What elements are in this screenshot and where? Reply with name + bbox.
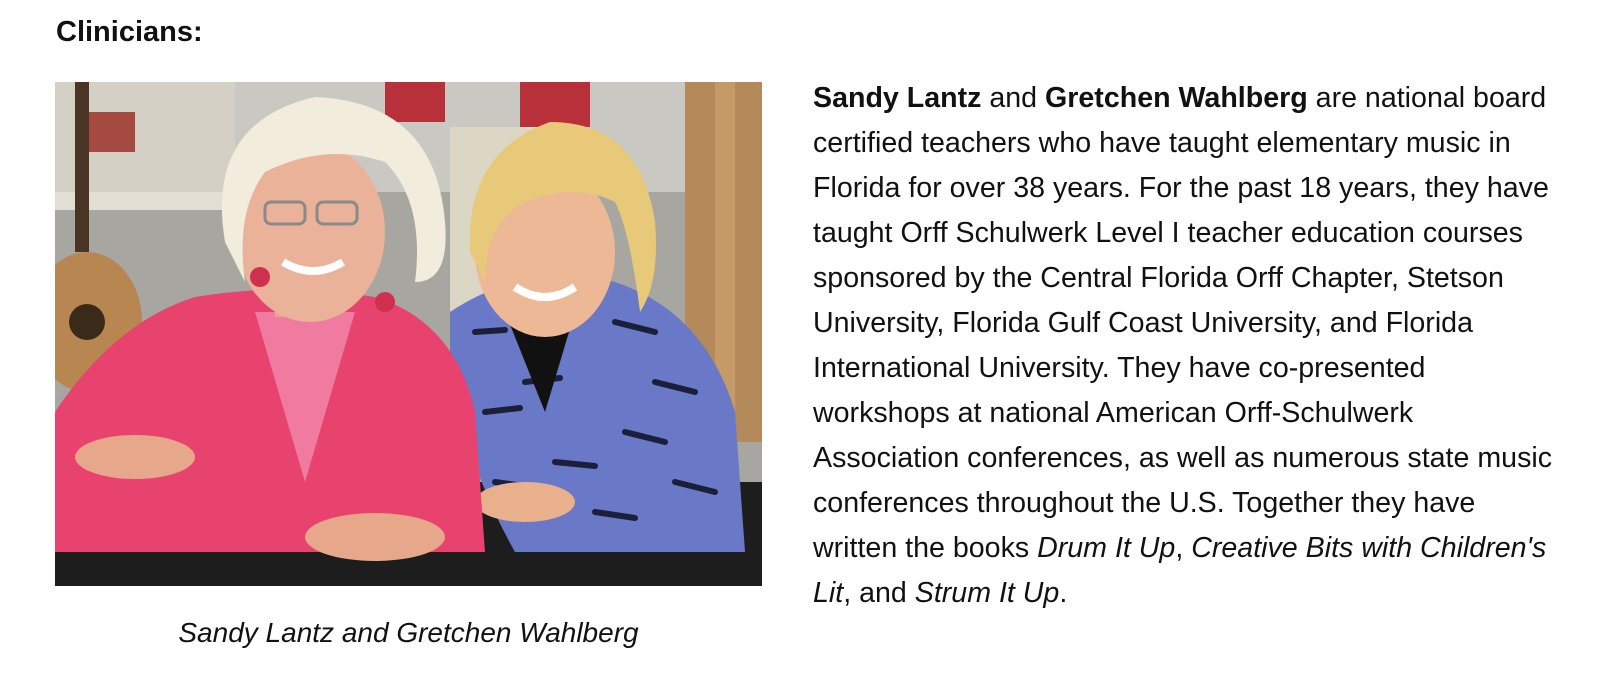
- bio-body: are national board certified teachers who have taught elementary music in Florida for over 38 years. For the past 18 years, they have taught Orff Schulwerk Level I teacher education courses sponsored by the Central Florida Orff Chapter, Stetson University, Florida Gulf Coast University, and Florida International University. They have co-presented workshops at national American Orff-Schulwerk Association conferences, as well as numerous state music conferences throughout the U.S. Together they have written the books: [813, 82, 1553, 564]
- section-heading: Clinicians:: [56, 16, 203, 48]
- clinician-name-2: Gretchen Wahlberg: [1045, 82, 1308, 114]
- bio-separator-1: ,: [1175, 532, 1192, 564]
- clinicians-bio: [813, 76, 1553, 616]
- bio-separator-2: , and: [843, 577, 915, 609]
- book-title-1: Drum It Up: [1037, 532, 1176, 564]
- book-title-2: Creative Bits with Children's Lit: [813, 532, 1547, 609]
- photo-caption: Sandy Lantz and Gretchen Wahlberg: [178, 617, 639, 648]
- bio-end: .: [1059, 577, 1068, 609]
- clinicians-photo: [55, 82, 762, 586]
- book-title-3: Strum It Up: [914, 577, 1060, 609]
- clinician-name-1: Sandy Lantz: [813, 82, 982, 114]
- bio-joiner: and: [981, 82, 1046, 114]
